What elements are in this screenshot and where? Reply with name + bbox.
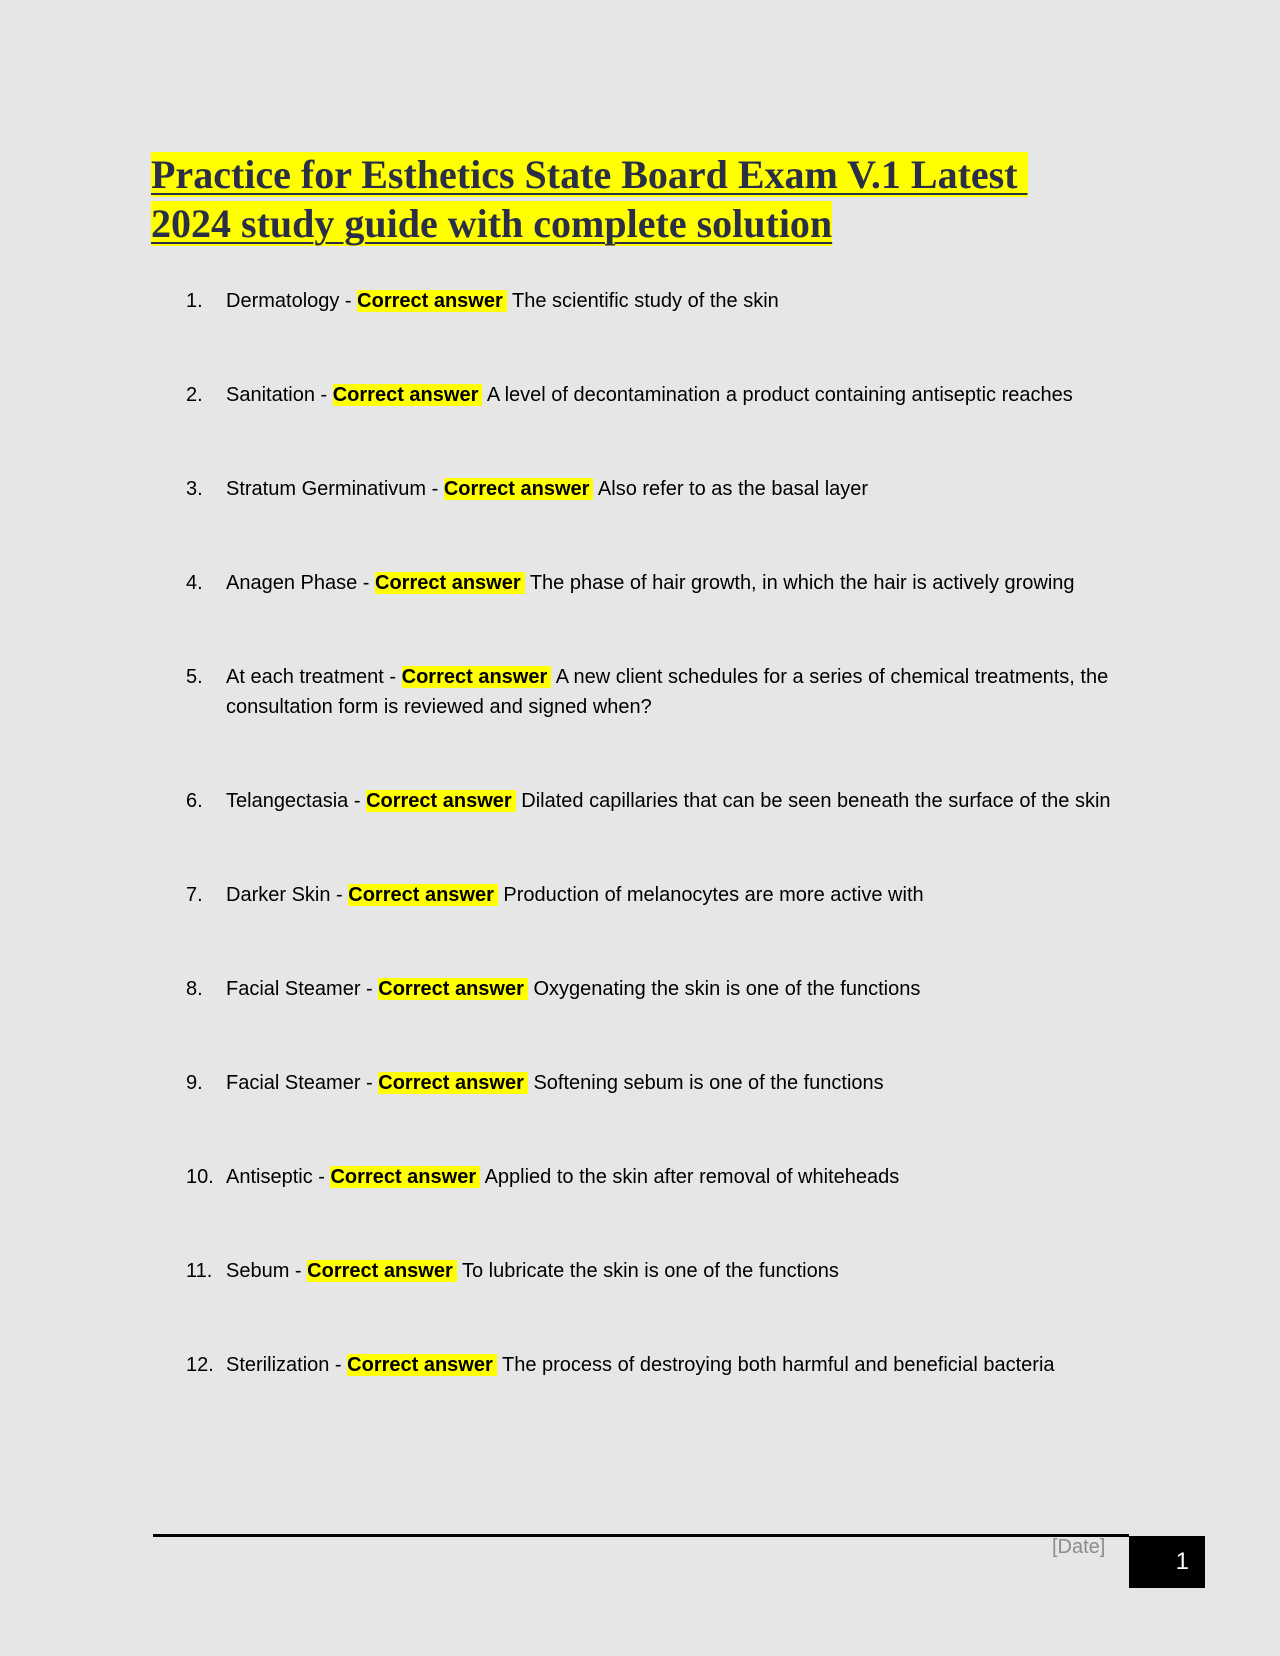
item-term: Stratum Germinativum - [226, 478, 444, 500]
list-item [186, 1068, 1126, 1098]
item-number: 3. [186, 478, 203, 500]
correct-answer-highlight: Correct answer [307, 1260, 457, 1282]
item-answer: The process of destroying both harmful and beneficial bacteria [496, 1354, 1055, 1376]
item-number: 9. [186, 1072, 203, 1094]
item-term: Telangectasia - [226, 790, 367, 812]
item-number: 4. [186, 572, 203, 594]
list-item [186, 662, 1126, 722]
item-term: Darker Skin - [226, 884, 349, 906]
item-number: 5. [186, 666, 203, 688]
page-title-text: Practice for Esthetics State Board Exam V.1 Latest 2024 study guide with complete solution [151, 152, 1028, 246]
question-list [186, 286, 1126, 1444]
list-item [186, 380, 1126, 410]
correct-answer-highlight: Correct answer [402, 666, 552, 688]
item-term: Sterilization - [226, 1354, 348, 1376]
item-number: 7. [186, 884, 203, 906]
item-answer: Also refer to as the basal layer [593, 478, 869, 500]
item-number: 6. [186, 790, 203, 812]
item-answer: The scientific study of the skin [506, 290, 779, 312]
correct-answer-highlight: Correct answer [375, 572, 525, 594]
correct-answer-highlight: Correct answer [330, 1166, 480, 1188]
item-term: Facial Steamer - [226, 1072, 379, 1094]
item-answer: Oxygenating the skin is one of the functions [527, 978, 921, 1000]
item-term: Sanitation - [226, 384, 333, 406]
item-term: Antiseptic - [226, 1166, 331, 1188]
item-number: 10. [186, 1166, 214, 1188]
item-answer: A new client schedules for a series of chemical treatments, the consultation form is reviewed and signed when? [226, 666, 1109, 718]
correct-answer-highlight: Correct answer [347, 1354, 497, 1376]
page-number: 1 [1129, 1536, 1205, 1588]
correct-answer-highlight: Correct answer [378, 978, 528, 1000]
item-term: At each treatment - [226, 666, 402, 688]
item-answer: Softening sebum is one of the functions [527, 1072, 884, 1094]
page-title [151, 150, 1091, 248]
item-number: 2. [186, 384, 203, 406]
correct-answer-highlight: Correct answer [444, 478, 594, 500]
list-item [186, 286, 1126, 316]
correct-answer-highlight: Correct answer [348, 884, 498, 906]
correct-answer-highlight: Correct answer [357, 290, 507, 312]
correct-answer-highlight: Correct answer [333, 384, 483, 406]
item-answer: Dilated capillaries that can be seen beneath the surface of the skin [515, 790, 1111, 812]
item-term: Facial Steamer - [226, 978, 379, 1000]
item-answer: To lubricate the skin is one of the functions [456, 1260, 839, 1282]
correct-answer-highlight: Correct answer [378, 1072, 528, 1094]
list-item [186, 568, 1126, 598]
item-term: Dermatology - [226, 290, 358, 312]
list-item [186, 1350, 1126, 1380]
item-term: Anagen Phase - [226, 572, 375, 594]
item-term: Sebum - [226, 1260, 308, 1282]
footer-date-placeholder: [Date] [1052, 1536, 1106, 1558]
item-number: 1. [186, 290, 203, 312]
list-item [186, 474, 1126, 504]
list-item [186, 880, 1126, 910]
item-number: 8. [186, 978, 203, 1000]
item-number: 12. [186, 1354, 214, 1376]
item-answer: A level of decontamination a product containing antiseptic reaches [482, 384, 1073, 406]
list-item [186, 1256, 1126, 1286]
footer-divider [153, 1534, 1129, 1537]
list-item [186, 1162, 1126, 1192]
item-number: 11. [186, 1260, 213, 1282]
item-answer: Production of melanocytes are more active with [497, 884, 924, 906]
item-answer: The phase of hair growth, in which the hair is actively growing [524, 572, 1075, 594]
list-item [186, 786, 1126, 816]
item-answer: Applied to the skin after removal of whiteheads [480, 1166, 900, 1188]
list-item [186, 974, 1126, 1004]
correct-answer-highlight: Correct answer [366, 790, 516, 812]
